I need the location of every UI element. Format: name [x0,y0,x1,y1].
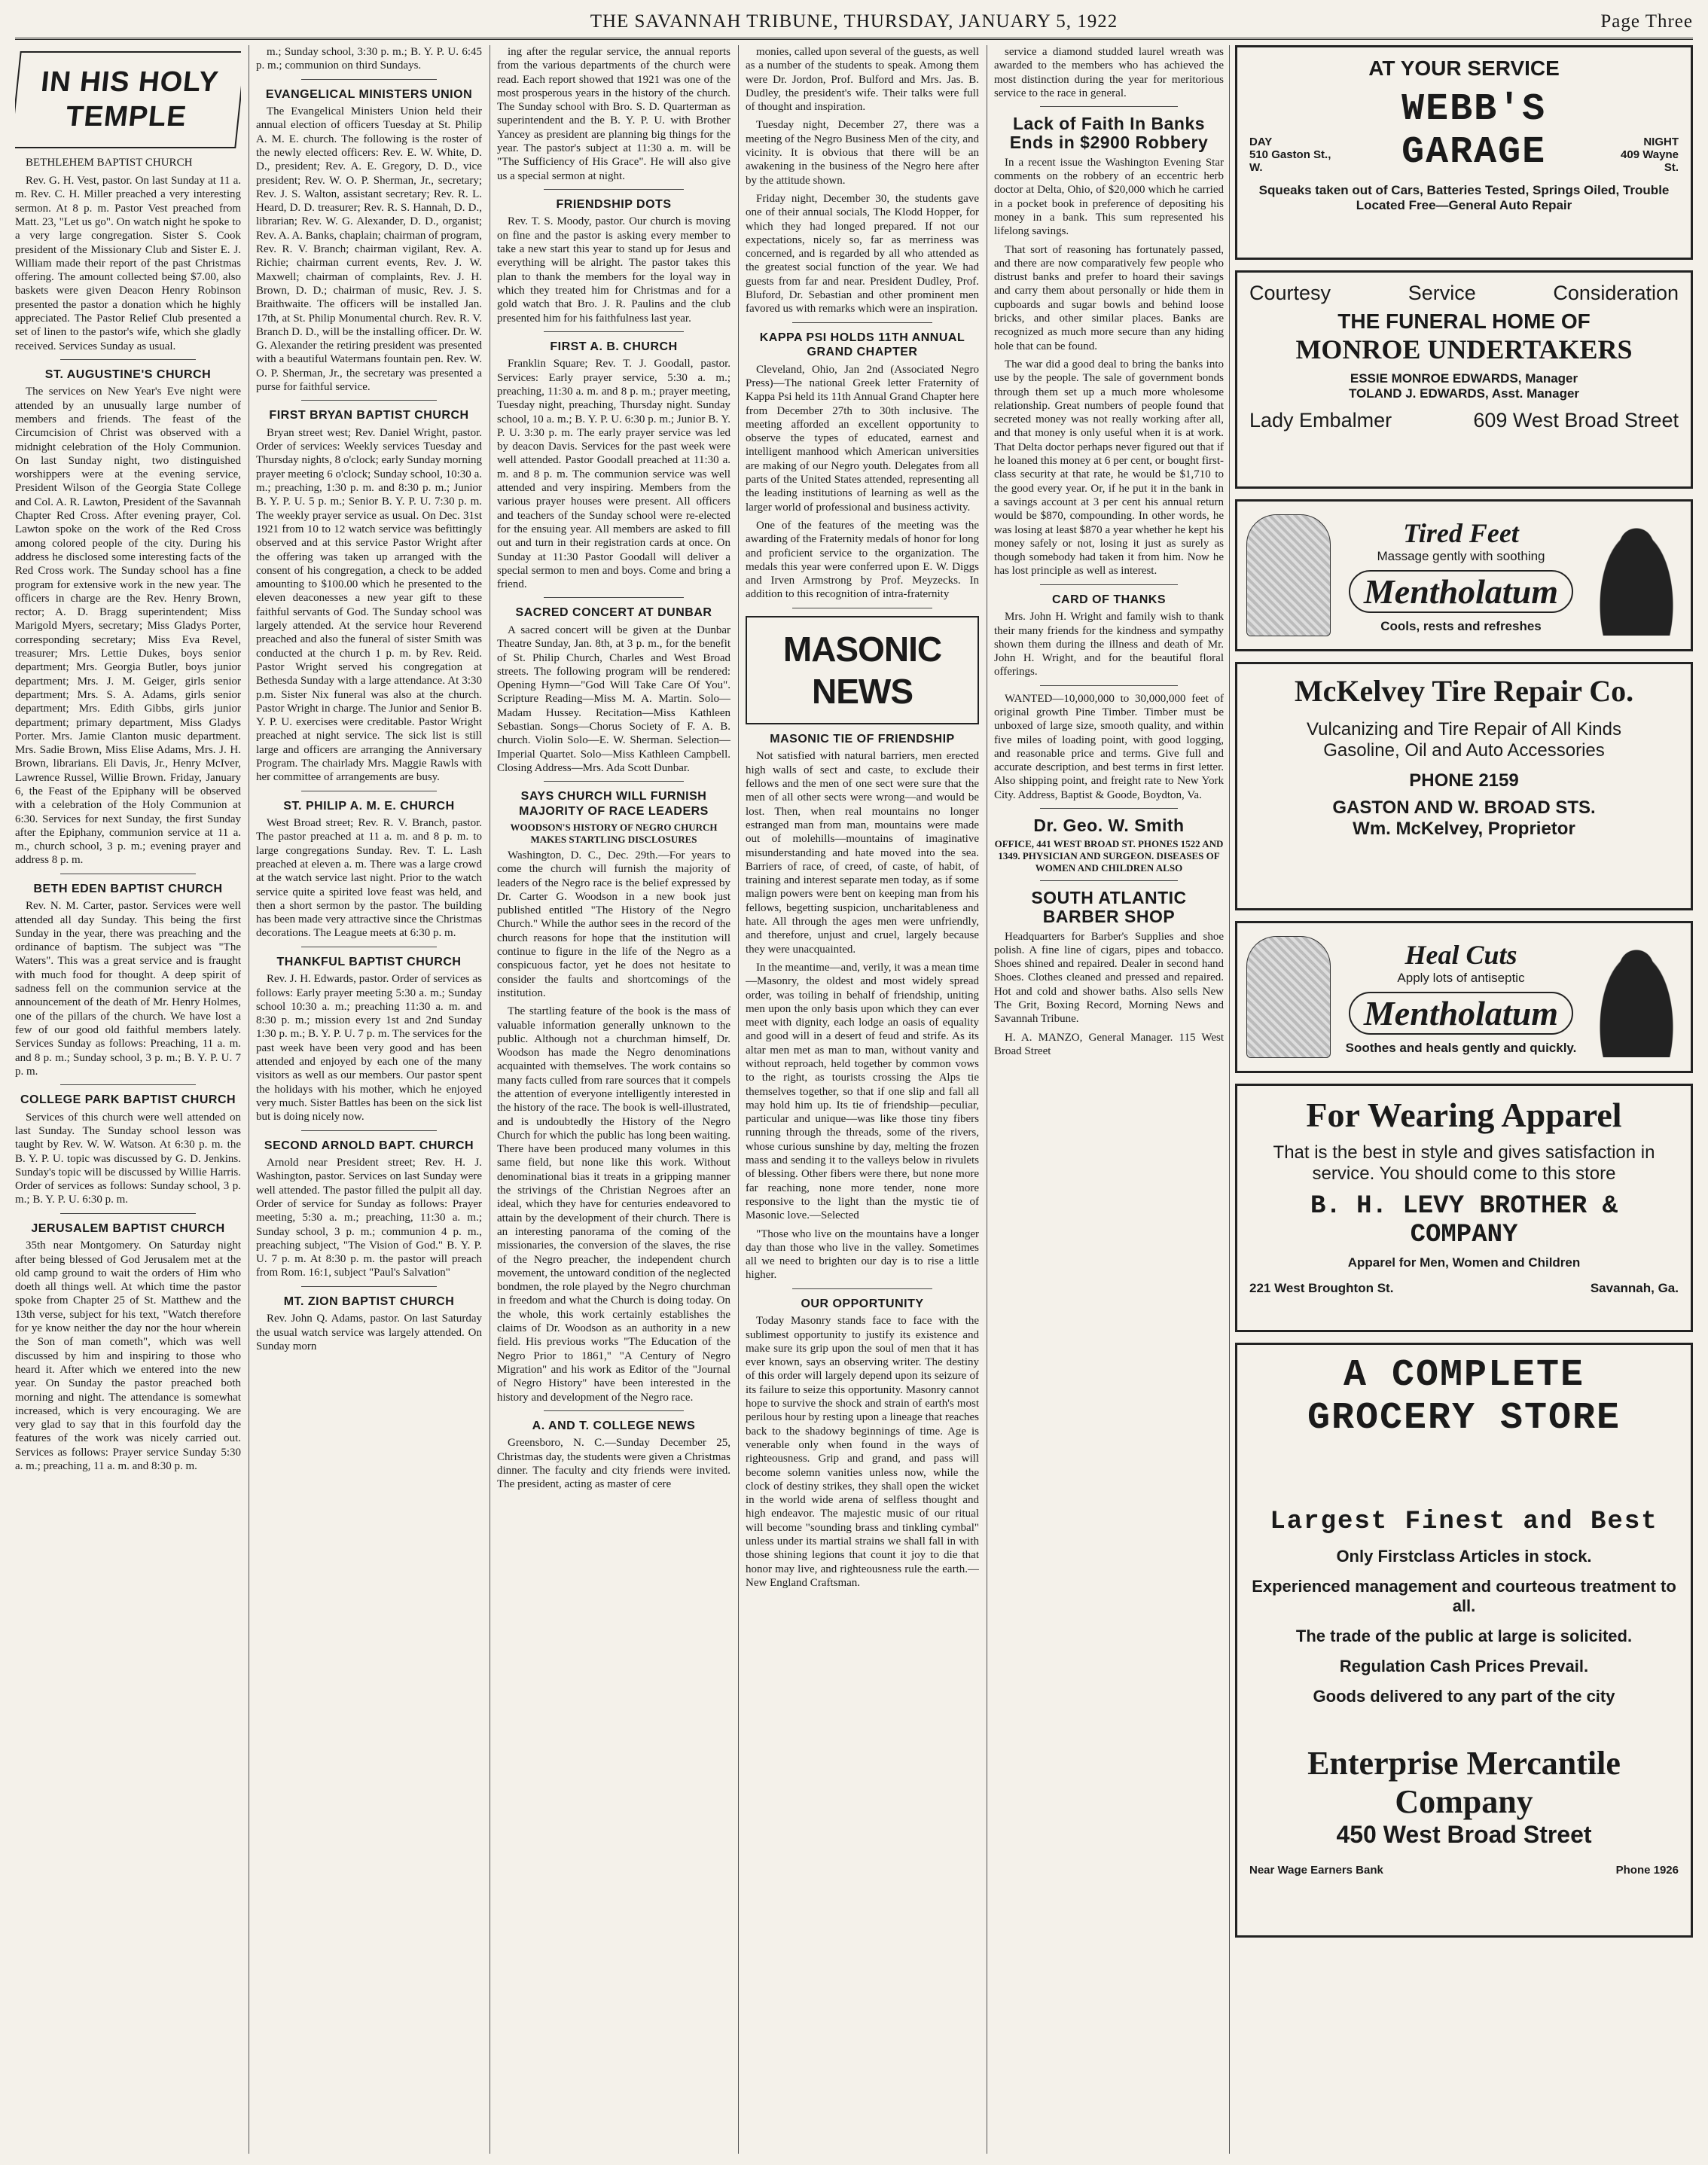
mentholatum-tired-feet-ad [1235,499,1693,651]
article-headline: Lack of Faith In Banks Ends in $2900 Robbery [1009,114,1209,153]
article-divider [792,322,932,323]
article-paragraph: Rev. N. M. Carter, pastor. Services were well attended all day Sunday. This being the first Sunday in the year, there was preaching and the ordinance of baptism. The subject was "The Waters". This was a great service and is fraught with much food for thought. A deep spirit of sadness fell on the communion service at the announcement of the death of Mr. Henry Holmes, one of the pillars of the church. We have lost a few of our good old faithful members lately. Services Sunday as follows: Preaching, 11 a. m. and 8 p. m.; Sunday school, 3 p. m.; B. Y. P. U. 7 p. m. [15,900,241,1078]
article-headline: BETH EDEN BAPTIST CHURCH [33,882,223,895]
article-paragraph: H. A. MANZO, General Manager. 115 West Broad Street [994,1031,1224,1057]
webbs-garage-ad [1235,45,1693,260]
monroe-undertakers-ad [1235,270,1693,489]
advertisements-column [1235,45,1693,1948]
article-headline: SECOND ARNOLD BAPT. CHURCH [264,1139,474,1152]
ad-line: Located Free—General Auto Repair [1356,198,1572,212]
article-headline: EVANGELICAL MINISTERS UNION [265,87,473,101]
article-divider [544,189,684,190]
article-paragraph: Mrs. John H. Wright and family wish to thank their many friends for the kindness and sympathy shown them during the illness and death of Mr. John H. Wright, and for the beautiful floral offerings. [994,611,1224,678]
article-headline: MT. ZION BAPTIST CHURCH [283,1294,455,1308]
silhouette-illustration [1591,515,1682,636]
ad-line: The trade of the public at large is solicited. [1295,1627,1633,1645]
article-paragraph: The startling feature of the book is the mass of valuable information generally unknown to the public. Although not a churchman himself, Dr. Woodson has made the Negro denominations acquainted with themselves. The work contains so many facts culled from rare sources that it compels the attention of everyone intelligently interested in the history of the race. The book is well-illustrated, and is undoubtedly the History of the Negro Church for which the public has long been waiting. There have been produced many volumes in this same field, but none like this work. Without denominational bias it treats in a gripping manner the strivings of the Christian Negroes after an ideal, which they have for centuries endeavored to attain by the development of their church. There is an interesting panorama of the coming of the missionaries, the conversion of the slaves, the rise of the Negro preacher, the independent church movement, the untoward condition of the neglected bondmen, the role played by the Negro churchman in freedom and what the Church is doing today. On the whole, this work certainly establishes the claims of Dr. Woodson as an authority in a new field. His previous works "The Education of the Negro Prior to 1861," "A Century of Negro Migration" and his work as Editor of the "Journal of Negro History" have been interested in the history and development of the Negro race. [497,1005,730,1404]
article [256,408,482,784]
article-headline: SAYS CHURCH WILL FURNISH MAJORITY OF RACE LEADERS [519,790,709,818]
ad-line: THE FUNERAL HOME OF [1337,310,1591,333]
in-his-holy-temple-banner: IN HIS HOLY TEMPLE [15,51,241,148]
article-paragraph: ing after the regular service, the annual reports from the various departments of the church were read. Each report showed that 1921 was one of the most prosperous years in the history of the church. The Sunday school with Bro. S. D. Quarterman as superintendent and the B. Y. P. U. with Brother Yancey as president are planning big things for the year. The pastor's subject at 11:30 a. m. will be "The Sufficiency of His Grace". He will also give us a special sermon at night. [497,46,730,182]
ad-footer-left: Near Wage Earners Bank [1249,1864,1383,1877]
article [746,1297,979,1590]
ad-title: For Wearing Apparel [1306,1096,1622,1134]
article-paragraph: BETHLEHEM BAPTIST CHURCH [26,156,193,169]
article-headline: FIRST BRYAN BAPTIST CHURCH [269,409,469,422]
undertakers-name: MONROE UNDERTAKERS [1295,334,1633,364]
article-headline: ST. AUGUSTINE'S CHURCH [44,367,212,381]
brand-name: Mentholatum [1349,570,1573,613]
article [994,889,1224,1058]
article-headline: FIRST A. B. CHURCH [550,340,678,353]
article-paragraph: The Evangelical Ministers Union held their annual election of officers Tuesday at St. Philip A. M. E. church. The following is the roster of the newly elected officers: Rev. E. W. White, D. D., president; Rev. A. E. Gregory, D. D., vice president; Rev. W. O. P. Sherman, Jr., secretary; Rev. J. S. Walton, assistant secretary; Rev. R. L. Heard, D. D. treasurer; Rev. R. S. Hannah, D. D., librarian; Rev. W. G. Alexander, D. D., organist; Rev. A. A. Banks, chaplain; chairman of program, Rev. R. V. Branch; chairman vigilant, Rev. A. Richie; chairman current events, Rev. J. W. Maxwell; chairman of complaints, Rev. J. H. Brown, D. D.; chairman of music, Rev. J. S. Braithwaite. The officers will be installed Jan. 17th, at St. Philip Monumental church. Rev. R. V. Branch D. D., will be the installing officer. Dr. W. G. Alexander the retiring president was presented with a beautiful Watermans fountain pen. Rev. W. O. P. Sherman, Jr., the secretary was presented a purse for faithful service. [256,105,482,394]
ad-heading: AT YOUR SERVICE [1368,56,1560,80]
mentholatum-heal-cuts-ad [1235,921,1693,1073]
manager-line: ESSIE MONROE EDWARDS, Manager [1350,371,1578,386]
proprietor: Wm. McKelvey, Proprietor [1353,819,1575,839]
day-address: 510 Gaston St., W. [1249,148,1331,174]
ad-tagline: Cools, rests and refreshes [1380,618,1542,633]
article-headline: CARD OF THANKS [1052,593,1166,606]
article-divider [1040,880,1178,881]
article-paragraph: Greensboro, N. C.—Sunday December 25, Christmas day, the students were given a Christmas dinner. The faculty and city friends were invited. The president, acting as master of cere [497,1437,730,1491]
article [256,1294,482,1353]
article-paragraph: That sort of reasoning has fortunately passed, and there are now comparatively few people who distrust banks and prefer to hoard their savings and carry them about personally or hide them in cupboards and sugar bowls and behind loose bricks, and other similar places. Banks are recognized as much more secure than any hiding hole that can be found. [994,243,1224,352]
article-divider [60,1084,196,1085]
article [15,367,241,868]
article-paragraph: One of the features of the meeting was the awarding of the Fraternity medals of honor for long and proficient service to the organization. The medals this year were conferred upon E. W. Diggs and Irven Armstrong by Prof. Meyzecks. In addition to this recognition of intra-fraternity [746,519,979,601]
article-divider [1040,685,1178,686]
article-subheadline: WOODSON'S HISTORY OF NEGRO CHURCH MAKES STARTLING DISCLOSURES [510,822,718,846]
article [746,331,979,602]
ad-line: Goods delivered to any part of the city [1313,1687,1615,1706]
article-divider [1040,106,1178,107]
article-divider [1040,808,1178,809]
article-paragraph: Cleveland, Ohio, Jan 2nd (Associated Negro Press)—The national Greek letter Fraternity of Kappa Psi held its 11th Annual Grand Chapter here from December 27th to 30th inclusive. The meeting afforded an excellent opportunity to observe the types of educated, earnest and intelligent manhood which American universities are making of our Negro youth. Delegates from all parts of the United States attended, representing all the leading institutions of learning as well as the larger world of professional and business activity. [746,363,979,514]
ad-bottom-row [1249,409,1679,432]
ad-title: A COMPLETE GROCERY STORE [1307,1354,1621,1440]
ad-subtitle: Apply lots of antiseptic [1397,970,1525,985]
ad-city: Savannah, Ga. [1590,1281,1679,1295]
ad-top-row [1249,282,1679,305]
ad-subtitle: Massage gently with soothing [1377,548,1545,563]
article [15,1221,241,1474]
article [256,45,482,73]
article-paragraph: Not satisfied with natural barriers, men erected high walls of sect and caste, to exclude their fellows and the men of one sect were sure that the men of all other sects were wrong—and would be lost. Then, when real mountains no longer estranged man from man, mountains were made out of molehills—mountains of imaginative misunderstanding and hate moved into the sea. Barriers of race, of creed, of caste, of habit, of training and interest separate men today, as if some malign powers were bent on keeping man from his fellows, begetting suspicion, uncharitableness and hate. All through the ages men were unfriendly, and therefore, unjust and cruel, largely because they were unacquainted. [746,750,979,956]
article-divider [60,359,196,360]
article-paragraph: Headquarters for Barber's Supplies and shoe polish. A fine line of cigars, pipes and tobacco. Shoes shined and repaired. Dealer in second hand Shoes. Clothes cleaned and pressed and repaired. Hot and cold and shower baths. Also sells New The Grit, Boxing Record, Morning News and Savannah Tribune. [994,930,1224,1026]
article-headline: FRIENDSHIP DOTS [556,197,672,211]
ad-title: McKelvey Tire Repair Co. [1294,674,1634,708]
garage-name: WEBB'S GARAGE [1401,88,1547,174]
article-paragraph: Rev. John Q. Adams, pastor. On last Saturday the usual watch service was largely attended. On Sunday morn [256,1313,482,1352]
article [497,605,730,775]
ad-main-row [1249,88,1679,174]
silhouette-illustration [1591,937,1682,1057]
service-label: Service [1408,282,1476,304]
ad-line: Regulation Cash Prices Prevail. [1339,1657,1589,1676]
ad-line: Squeaks taken out of Cars, Batteries Tested, Springs Oiled, Trouble [1258,183,1670,197]
article-paragraph: Tuesday night, December 27, there was a meeting of the Negro Business Men of the city, and vicinity. It is obvious that there will be an awakening in the business of the Negro here after by the attitude shown. [746,119,979,187]
article-headline: ST. PHILIP A. M. E. CHURCH [283,799,455,813]
article-paragraph: Arnold near President street; Rev. H. J. Washington, pastor. Services on last Sunday were well attended. The pastor filled the pulpit all day. Order of service for Sunday as follows: Prayer meeting, 5:30 a. m.; preaching, 11:30 a. m.; Sunday school, 3 p. m.; communion 4 p. m., preaching subject, "The Vision of God." B. Y. P. U. 7 p. m. At 8:30 p. m. the pastor will preach from Rom. 16:1, subject "Paul's Salvation" [256,1157,482,1279]
article-paragraph: The war did a good deal to bring the banks into use by the people. The sale of government bonds through them set up a much more wholesome relationship. Great numbers of people found that secreted money was not really working after all, and that money is only useful when it is at work. That Delta doctor perhaps never figured out that if he loaned this money at 6 per cent, or bought first-class security at that rate, he would be $1,710 to the good every year. Or, if he put it in the bank in a savings account at 3 per cent his annual return would be $870, compounding. In other words, he was losing at least $870 a year whether he kept his money safely or not, losing it just as surely as though somebody had taken it from him. Now he has lost principle as well as interest. [994,358,1224,578]
article-headline: A. AND T. COLLEGE NEWS [532,1419,696,1432]
enterprise-mercantile-ad [1235,1343,1693,1938]
article-paragraph: Rev. T. S. Moody, pastor. Our church is moving on fine and the pastor is asking every member to take a new start this year to stand up for Jesus and everything will be alright. The pastor takes this plan to thank the members for the loyal way in which they treated him for Christmas and for a gold watch that Bro. J. R. Paulins and the club presented him for his faithfulness last year. [497,215,730,325]
article [256,87,482,395]
article-paragraph: Washington, D. C., Dec. 29th.—For years to come the church will furnish the majority of leaders of the Negro race is the belief expressed by Dr. Carter G. Woodson in a new book just published entitled "The History of the Negro Church." While the author sees in the record of the church reasons for hope that the institution will continue to figure in the life of the Negro as a conspicuous factor, yet he does not hesitate to consider the faults and shortcomings of the institution. [497,849,730,999]
article-paragraph: WANTED—10,000,000 to 30,000,000 feet of original growth Pine Timber. Timber must be unboxed of large size, smooth quality, and within five miles of loading point, with good logging, and reasonable price and terms. Give full and accurate description, and best terms in first letter. Also shipping point, and freight rate to New York City. Address, Baptist & Goode, Boydton, Va. [994,692,1224,801]
courtesy-label: Courtesy [1249,282,1331,304]
article-divider [544,597,684,598]
ad-address: 221 West Broughton St. [1249,1281,1394,1295]
ad-line: Experienced management and courteous treatment to all. [1252,1577,1676,1615]
company-name: Enterprise Mercantile Company [1307,1745,1621,1820]
article-divider [544,1410,684,1411]
article-paragraph: service a diamond studded laurel wreath was awarded to the members who has achieved the most distinction during the year for meritorious service to the race in general. [994,46,1224,99]
article-paragraph: monies, called upon several of the guests, as well as a number of the students to speak. Among them were Dr. Jordon, Prof. Bulford and Mrs. Jas. B. Dudley, the president's wife. Their talks were full of thought and inspiration. [746,46,979,114]
ad-title: Heal Cuts [1405,939,1517,970]
article-headline: THANKFUL BAPTIST CHURCH [276,955,462,968]
article-paragraph: Rev. G. H. Vest, pastor. On last Sunday at 11 a. m. Rev. C. H. Miller preached a very interesting sermon. At 8 p. m. Pastor Vest preached from Matt. 23, "Let us go". On watch night he spoke to a very large congregation. Sister S. Cook president of the Missionary Club and Sister E. J. William made their report of the past Christmas offering. The amount collected being $7.00, also baskets were given Deacon Henry Robinson presented the pastor a donation which he highly appreciated. The Pastor Relief Club presented a set of linen to the pastor's wife, which she gladly received. Services Sunday as usual. [15,175,241,352]
article-headline: Dr. Geo. W. Smith [1033,816,1185,836]
consideration-label: Consideration [1553,282,1679,304]
monroe-address: 609 West Broad Street [1473,409,1679,431]
ad-line: Vulcanizing and Tire Repair of All Kinds [1306,719,1621,739]
little-nurse-illustration [1246,514,1331,636]
ad-address: 450 West Broad Street [1336,1821,1592,1848]
article [497,45,730,183]
masthead-title: THE SAVANNAH TRIBUNE, THURSDAY, JANUARY 5, 1922 [590,11,1118,32]
lady-embalmer-label: Lady Embalmer [1249,409,1392,431]
article-divider [1040,584,1178,585]
article-paragraph: In a recent issue the Washington Evening Star comments on the robbery of an eccentric herb doctor at Delta, Ohio, of $20,000 which he carried in a pocket book in preference of depositing his money in a bank. This sum represented his lifelong savings. [994,156,1224,238]
night-address: 409 Wayne St. [1621,148,1679,174]
article-divider [792,1288,932,1289]
article-paragraph: The services on New Year's Eve night were attended by an unusually large number of members and friends. The feast of the Circumcision of Christ was observed with a midnight celebration of the Holy Communion. On last Sunday night, two distinguished worshippers were at the evening service, President Wilson of the Georgia State College and Col. A. R. Lawton, President of the Savannah Chapter Red Cross. After evening prayer, Col. Lawton spoke on the work of the Red Cross among colored people of the city. During his address he disclosed some interesting facts of the Red Cross work. The Sunday school has a fine program for extensive work in the new year. The officers in charge are the Rev. Henry Brown, rector; A. D. Bragg superintendent; Miss Marigold Myers, secretary; Miss Gladys Porter, corresponding secretary; Miss Eva Revel, treasurer; Mrs. Lettie Dukes, boys senior department; Mrs. Georgia Butler, boys junior department; Mrs. J. M. Geiger, girls senior department; Mrs. S. A. Adams, girls senior department; Mrs. Edith Gibbs, girls junior department; primary department, Miss Gladys Porter. Mrs. Jamie Clanton music department. Mrs. Sadie Brown, Miss Elise Adams, Mrs. J. H. Brown, librarians. Eli Davis, Jr., Henry McIver, Lawrence Russel, Willie Brown. Friday, January 6, the Feast of the Epiphany will be observed with a celebration of the Holy Communion at 6:30. Services for next Sunday, the first Sunday after the Epiphany, communion service at 11 a. m., church school, 3 p. m.; evening prayer and address 8 p. m. [15,386,241,867]
article-divider [544,781,684,782]
article-divider [60,1213,196,1214]
article [15,882,241,1078]
masthead-page-number: Page Three [1600,11,1693,32]
article [256,1139,482,1280]
article-headline: SACRED CONCERT AT DUNBAR [515,606,712,620]
ad-line: Only Firstclass Articles in stock. [1336,1547,1592,1566]
article [994,45,1224,100]
article-paragraph: m.; Sunday school, 3:30 p. m.; B. Y. P. U. 6:45 p. m.; communion on third Sundays. [256,46,482,72]
article [994,114,1224,578]
asst-manager-line: TOLAND J. EDWARDS, Asst. Manager [1348,386,1580,401]
night-label: NIGHT [1643,136,1679,148]
masthead [15,6,1693,40]
column-1 [15,45,241,2154]
article-divider [544,331,684,332]
article [497,1419,730,1492]
article-divider [301,1130,437,1131]
levy-brother-ad [1235,1084,1693,1332]
ad-body: That is the best in style and gives satisfaction in service. You should come to this store [1273,1142,1655,1184]
article-headline: KAPPA PSI HOLDS 11TH ANNUAL GRAND CHAPTER [759,331,965,359]
article [256,799,482,941]
day-label: DAY [1249,136,1273,148]
article-paragraph: A sacred concert will be given at the Dunbar Theatre Sunday, Jan. 8th, at 3 p. m., for the benefit of St. Philip Church, Charles and West Broad streets. The following program will be rendered: Opening Hymn—"God Will Take Care Of You". Scripture Reading—Miss M. A. Martin. Solo—Madam Hussey. Recitation—Miss Kathleen Sebastian. Songs—Chorus Society of F. A. B. church. Violin Solo—E. W. Sherman. Selection—Imperial Quartet. Solo—Miss Kathleen Campbell. Closing Address—Mrs. Ada Scott Dunbar. [497,624,730,774]
article [497,340,730,592]
article-paragraph: Friday night, December 30, the students gave one of their annual socials, The Klodd Hopper, for which they had longed prepared. If not our expectations, nicely so, far as merriness was concerned, and is regarded by all who attended as the greatest social function of the year. We had guests from far and near. President Dudley, Prof. Bluford, Dr. Sebastian and other prominent men favored us with remarks which were an inspiration. [746,192,979,316]
phone-number: PHONE 2159 [1409,770,1519,791]
article [497,197,730,325]
ad-tagline: Soothes and heals gently and quickly. [1345,1040,1577,1055]
article-paragraph: In the meantime—and, verily, it was a mean time—Masonry, the oldest and most widely spread order, was toiling in behalf of friendship, uniting men upon the only basis upon which they can ever meet with dignity, each lodge an oasis of equality and good will in a desert of feud and strife. As its altar men met as man to man, without vanity and without reproach, held together by common vows to the right, as tourists crossing the Alps tie themselves together, so that if one slip and fall all may hold him up. Its tie of friendship—peculiar, particular and unique—was like those tiny fibers running through the threads, some of the rivers, whose curious sunshine by day, melting the frozen mass and sending it to the valleys below in rivulets of blessing. Other fibers were there, but none more far reaching, none more tender, none more responsive to the light than the mystic tie of Masonic love.—Selected [746,961,979,1222]
column-rule [738,45,739,2154]
article [497,789,730,1404]
article [15,156,241,353]
article-headline: SOUTH ATLANTIC BARBER SHOP [1031,887,1187,927]
article-paragraph: Today Masonry stands face to face with the sublimest opportunity to justify its existence and make sure its grip upon the soul of men that it has ever known, says an observing writer. The destiny of this order will largely depend upon its seizure of its failure to seize this opportunity. Masonry cannot hope to survive the shock and strain of earth's most perilous hour by resting upon a lineage that reaches back to the shadowy beginnings of time. Age is venerable only when found in the ways of righteousness. Grip and grand, and pass will become solemn vanities unless now, while the clock of destiny strikes, they shall open the wicket in the world wide arena of selfless thought and high endeavor. The majestic music of our ritual will become "sounding brass and tinkling cymbal" unless under its martial strains we shall fall in with those shining legions that count it joy to die that honor may live, and righteousness rule the earth.—New England Craftsman. [746,1315,979,1589]
article-headline: COLLEGE PARK BAPTIST CHURCH [20,1093,236,1107]
ad-subtitle: Largest Finest and Best [1270,1508,1658,1536]
article-paragraph: Services of this church were well attended on last Sunday. The Sunday school lesson was taught by Rev. W. W. Watson. At 6:30 p. m. the B. Y. P. U. topic was discussed by G. D. Jenkins. Sunday's topic will be discussed by Willie Harris. Order of services as follows: Sunday school, 3 p. m.; B. Y. P. U. 6:30 p. m. [15,1111,241,1206]
ad-title: Tired Feet [1403,517,1519,548]
ad-line: Gasoline, Oil and Auto Accessories [1323,740,1605,761]
mckelvey-tire-ad [1235,662,1693,910]
article-divider [301,79,437,80]
article-paragraph: Rev. J. H. Edwards, pastor. Order of services as follows: Early prayer meeting 5:30 a. m.; Sunday school 10:30 a. m.; preaching 11:30 a. m. and 8:30 p. m.; mission every 1st and 2nd Sunday 1:30 p. m.; B. Y. P. U. 7 p. m. The services for the past week have been very good and has been attended and enjoyed by each one of the many visitors as well as our members. Our pastor spent the holidays with his mother, which he enjoyed very much. Sister Battles has been on the sick list but is doing nicely now. [256,973,482,1124]
column-3 [497,45,730,2154]
article-divider [301,400,437,401]
column-rule [1229,45,1230,2154]
column-2 [256,45,482,2154]
article-paragraph: "Those who live on the mountains have a longer day than those who live in the valley. Sometimes all we need to brighten our day is to rise a little higher. [746,1227,979,1282]
article [746,45,979,316]
column-4 [746,45,979,2154]
article-divider [301,1286,437,1287]
company-name: B. H. LEVY BROTHER & COMPANY [1310,1192,1618,1249]
article [994,692,1224,802]
article [256,955,482,1124]
article-paragraph: West Broad street; Rev. R. V. Branch, pastor. The pastor preached at 11 a. m. and 8 p. m. to large congregations Sunday. Rev. T. L. Lash preached at eleven a. m. There was a large crowd at the watch service last night. Prior to the watch service quite a spirited love feast was held, and then a short sermon by the pastor. The building has been made very attractive since the Christmas decorations. The League meets at 6:30 p. m. [256,817,482,940]
article-headline: JERUSALEM BAPTIST CHURCH [31,1221,225,1235]
article-paragraph: Franklin Square; Rev. T. J. Goodall, pastor. Services: Early prayer service, 5:30 a. m.; preaching, 11:30 a. m. and 8 p. m.; prayer meeting, Tuesday night, preaching, Thursday night. Sunday school, 10 a. m.; B. Y. P. U. 6:30 p. m.; Junior B. Y. P. U. 3:30 p. m. The early prayer service was led by deacon Davis. Services for the past week were well attended. Pastor Goodall preached at 11:30 a. m. and 8 p. m. The communion service was well attended and very inspiring. Members from the various prayer houses were present. All officers and teachers of the Sunday school were re-elected for the ensuing year. All members are asked to fill out and turn in their registration cards at once. On Sunday at 11:30 Pastor Goodall will deliver a special sermon to men and boys. Come and bring a friend. [497,358,730,591]
article [994,593,1224,679]
article [746,732,979,1282]
article [994,816,1224,874]
article-headline: OUR OPPORTUNITY [801,1297,924,1310]
column-5 [994,45,1224,2154]
article-paragraph: Bryan street west; Rev. Daniel Wright, pastor. Order of services: Weekly services Tuesday and Thursday nights, 8 o'clock; early Sunday morning prayer meeting 6 o'clock; Sunday school, 10:30 a. m.; preaching, 1:30 p. m. and 8:30 p. m.; Junior B. Y. P. U. 5 p. m.; Senior B. Y. P. U. 7:30 p. m. The weekly prayer service as usual. On Dec. 31st 1921 from 10 to 12 watch service was befittingly observed and at this service Pastor Wright after the offering was taken up arranged with the consent of his congregation, a check to be added amounting to $100.00 which he presented to the eleven deaconesses a new year gift to these faithful servants of God. The Sunday school was largely attended. At the service hour Reverend preached and also the funeral of sister Smith was conducted at the church 1 p. m. by Rev. Reid. Pastor Wright served his congregation at Bethesda Sunday with a large attendance. At 3:30 p.m. Sister Nix funeral was also at the church. Pastor Wright in charge. The Junior and Senior B. Y. P. U. exercises were creditable. Pastor Wright preached at night service. The sick list is still large and officers are arranging the Anniversary Program. The chairlady Mrs. Maggie Rawls with her committee of arrangements are busy. [256,426,482,784]
article-paragraph: 35th near Montgomery. On Saturday night after being blessed of God Jerusalem met at the old camp ground to wait the orders of Him who doeth all things well. At which time the pastor spoke from Chapter 25 of St. Matthew and the 13th verse, subject for his text, "Watch therefore for ye know neither the day nor the hour wherein the Son of man cometh", which was well discussed by him and inspiring to those who heard it. After which we entered into the new year. On Sunday the pastor preached both morning and night. The attendance is somewhat increased, which is very encouraging. We are very glad to say that in this fourfold day the features of the work was nicely carried out. Services as follows: Prayer service Sunday 5:30 a. m.; preaching, 11 a. m. and 8:30 p. m. [15,1240,241,1473]
masonic-news-banner: MASONIC NEWS [746,616,979,724]
little-nurse-illustration [1246,936,1331,1058]
phone-number: Phone 1926 [1615,1864,1679,1877]
article-subheadline: OFFICE, 441 WEST BROAD ST. PHONES 1522 AND 1349. PHYSICIAN AND SURGEON. DISEASES OF WOMEN AND CHILDREN ALSO [994,838,1224,874]
article [15,1093,241,1207]
brand-name: Mentholatum [1349,992,1573,1035]
ad-address: GASTON AND W. BROAD STS. [1332,797,1596,818]
article-headline: MASONIC TIE OF FRIENDSHIP [770,732,955,746]
ad-subtitle: Apparel for Men, Women and Children [1347,1255,1581,1270]
